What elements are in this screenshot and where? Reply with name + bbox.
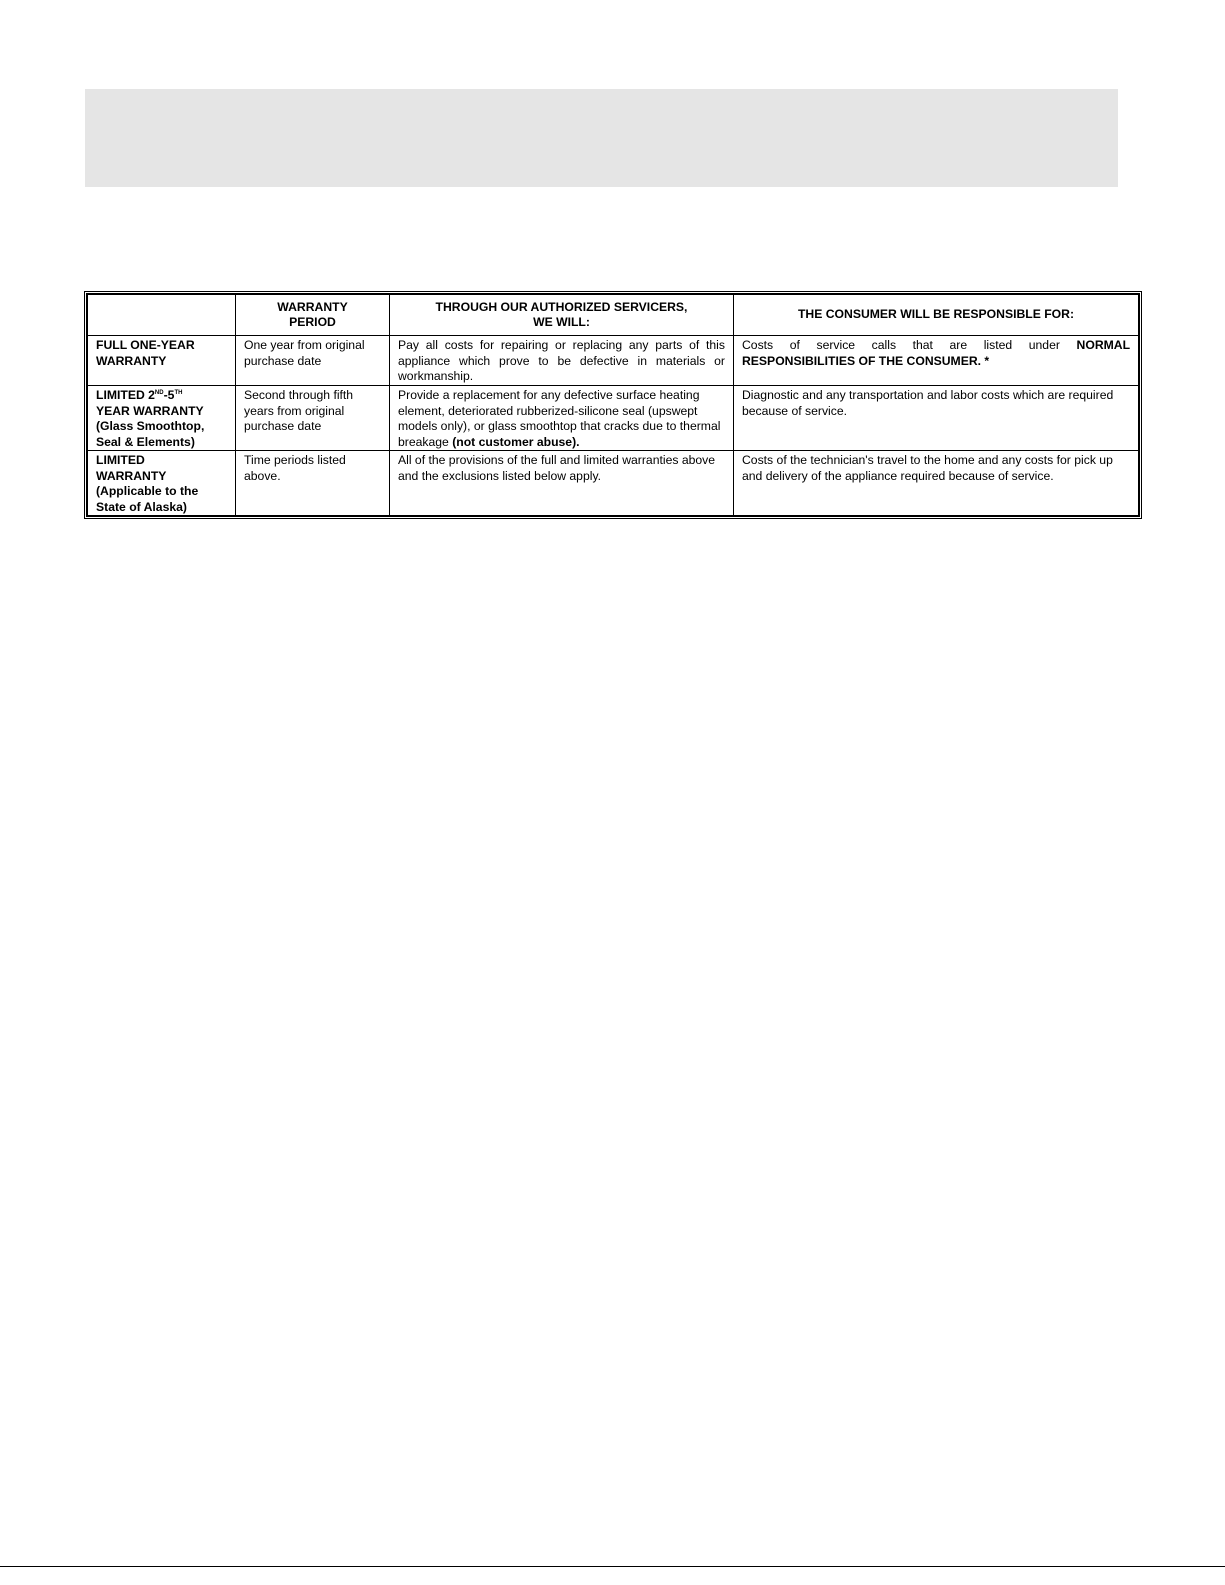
- warranty-table: [87, 294, 1139, 516]
- row-label-prefix: LIMITED 2: [96, 388, 155, 402]
- row-label-limited-2nd-5th: [88, 386, 236, 451]
- row-label-full-one-year: [88, 336, 236, 386]
- row-consumer: Costs of the technician's travel to the home and any costs for pick up and delivery of the appliance required because of service.: [734, 451, 1139, 516]
- header-consumer-text: THE CONSUMER WILL BE RESPONSIBLE FOR:: [797, 307, 1075, 322]
- warranty-table-frame: [84, 291, 1142, 519]
- row-consumer: Diagnostic and any transportation and labor costs which are required because of service.: [734, 386, 1139, 451]
- table-row: [88, 386, 1139, 451]
- row-servicers: Pay all costs for repairing or replacing any parts of this appliance which prove to be defective in materials or workmanship.: [390, 336, 734, 386]
- row-label-line: LIMITED: [96, 453, 145, 467]
- row-label-line: WARRANTY: [96, 468, 167, 483]
- row-label-line: YEAR WARRANTY: [96, 403, 204, 418]
- header-servicers-line2: WE WILL:: [533, 315, 590, 329]
- row-label-superscript: TH: [174, 390, 183, 396]
- header-servicers-line1: THROUGH OUR AUTHORIZED SERVICERS,: [435, 299, 688, 314]
- row-label-mid: -5: [163, 388, 175, 402]
- consumer-text: Costs of service calls that are listed under: [742, 338, 1060, 352]
- row-servicers: [390, 386, 734, 451]
- row-servicers: All of the provisions of the full and limited warranties above and the exclusions listed below apply.: [390, 451, 734, 516]
- servicers-text: Provide a replacement for any defective surface heating element, deteriorated rubberized-silicone seal (upswept models only), or glass smoothtop that cracks due to thermal breakage: [398, 388, 721, 449]
- header-period-line1: WARRANTY: [277, 299, 348, 314]
- row-label-limited-alaska: [88, 451, 236, 516]
- header-consumer: [734, 295, 1139, 336]
- row-label-line: (Glass Smoothtop,: [96, 419, 205, 433]
- row-label-superscript: ND: [154, 390, 164, 396]
- header-warranty-period: [236, 295, 390, 336]
- row-label-line: State of Alaska): [96, 499, 187, 514]
- row-period: Second through fifth years from original purchase date: [236, 386, 390, 451]
- row-period: One year from original purchase date: [236, 336, 390, 386]
- row-label-line: FULL ONE-YEAR: [96, 338, 195, 352]
- consumer-bold-text: NORMAL RESPONSIBILITIES OF THE CONSUMER. *: [742, 338, 1131, 368]
- page-bottom-rule: [0, 1566, 1225, 1567]
- row-label-line: (Applicable to the: [96, 484, 199, 498]
- header-servicers: [390, 295, 734, 336]
- row-period: Time periods listed above.: [236, 451, 390, 516]
- row-consumer: [734, 336, 1139, 386]
- table-header-row: [88, 295, 1139, 336]
- row-label-line: Seal & Elements): [96, 434, 195, 449]
- header-blank: [88, 295, 236, 336]
- header-band: [85, 89, 1118, 187]
- table-row: [88, 336, 1139, 386]
- table-row: [88, 451, 1139, 516]
- servicers-bold-text: (not customer abuse).: [452, 434, 580, 449]
- header-period-line2: PERIOD: [289, 315, 336, 329]
- row-label-line: WARRANTY: [96, 353, 167, 368]
